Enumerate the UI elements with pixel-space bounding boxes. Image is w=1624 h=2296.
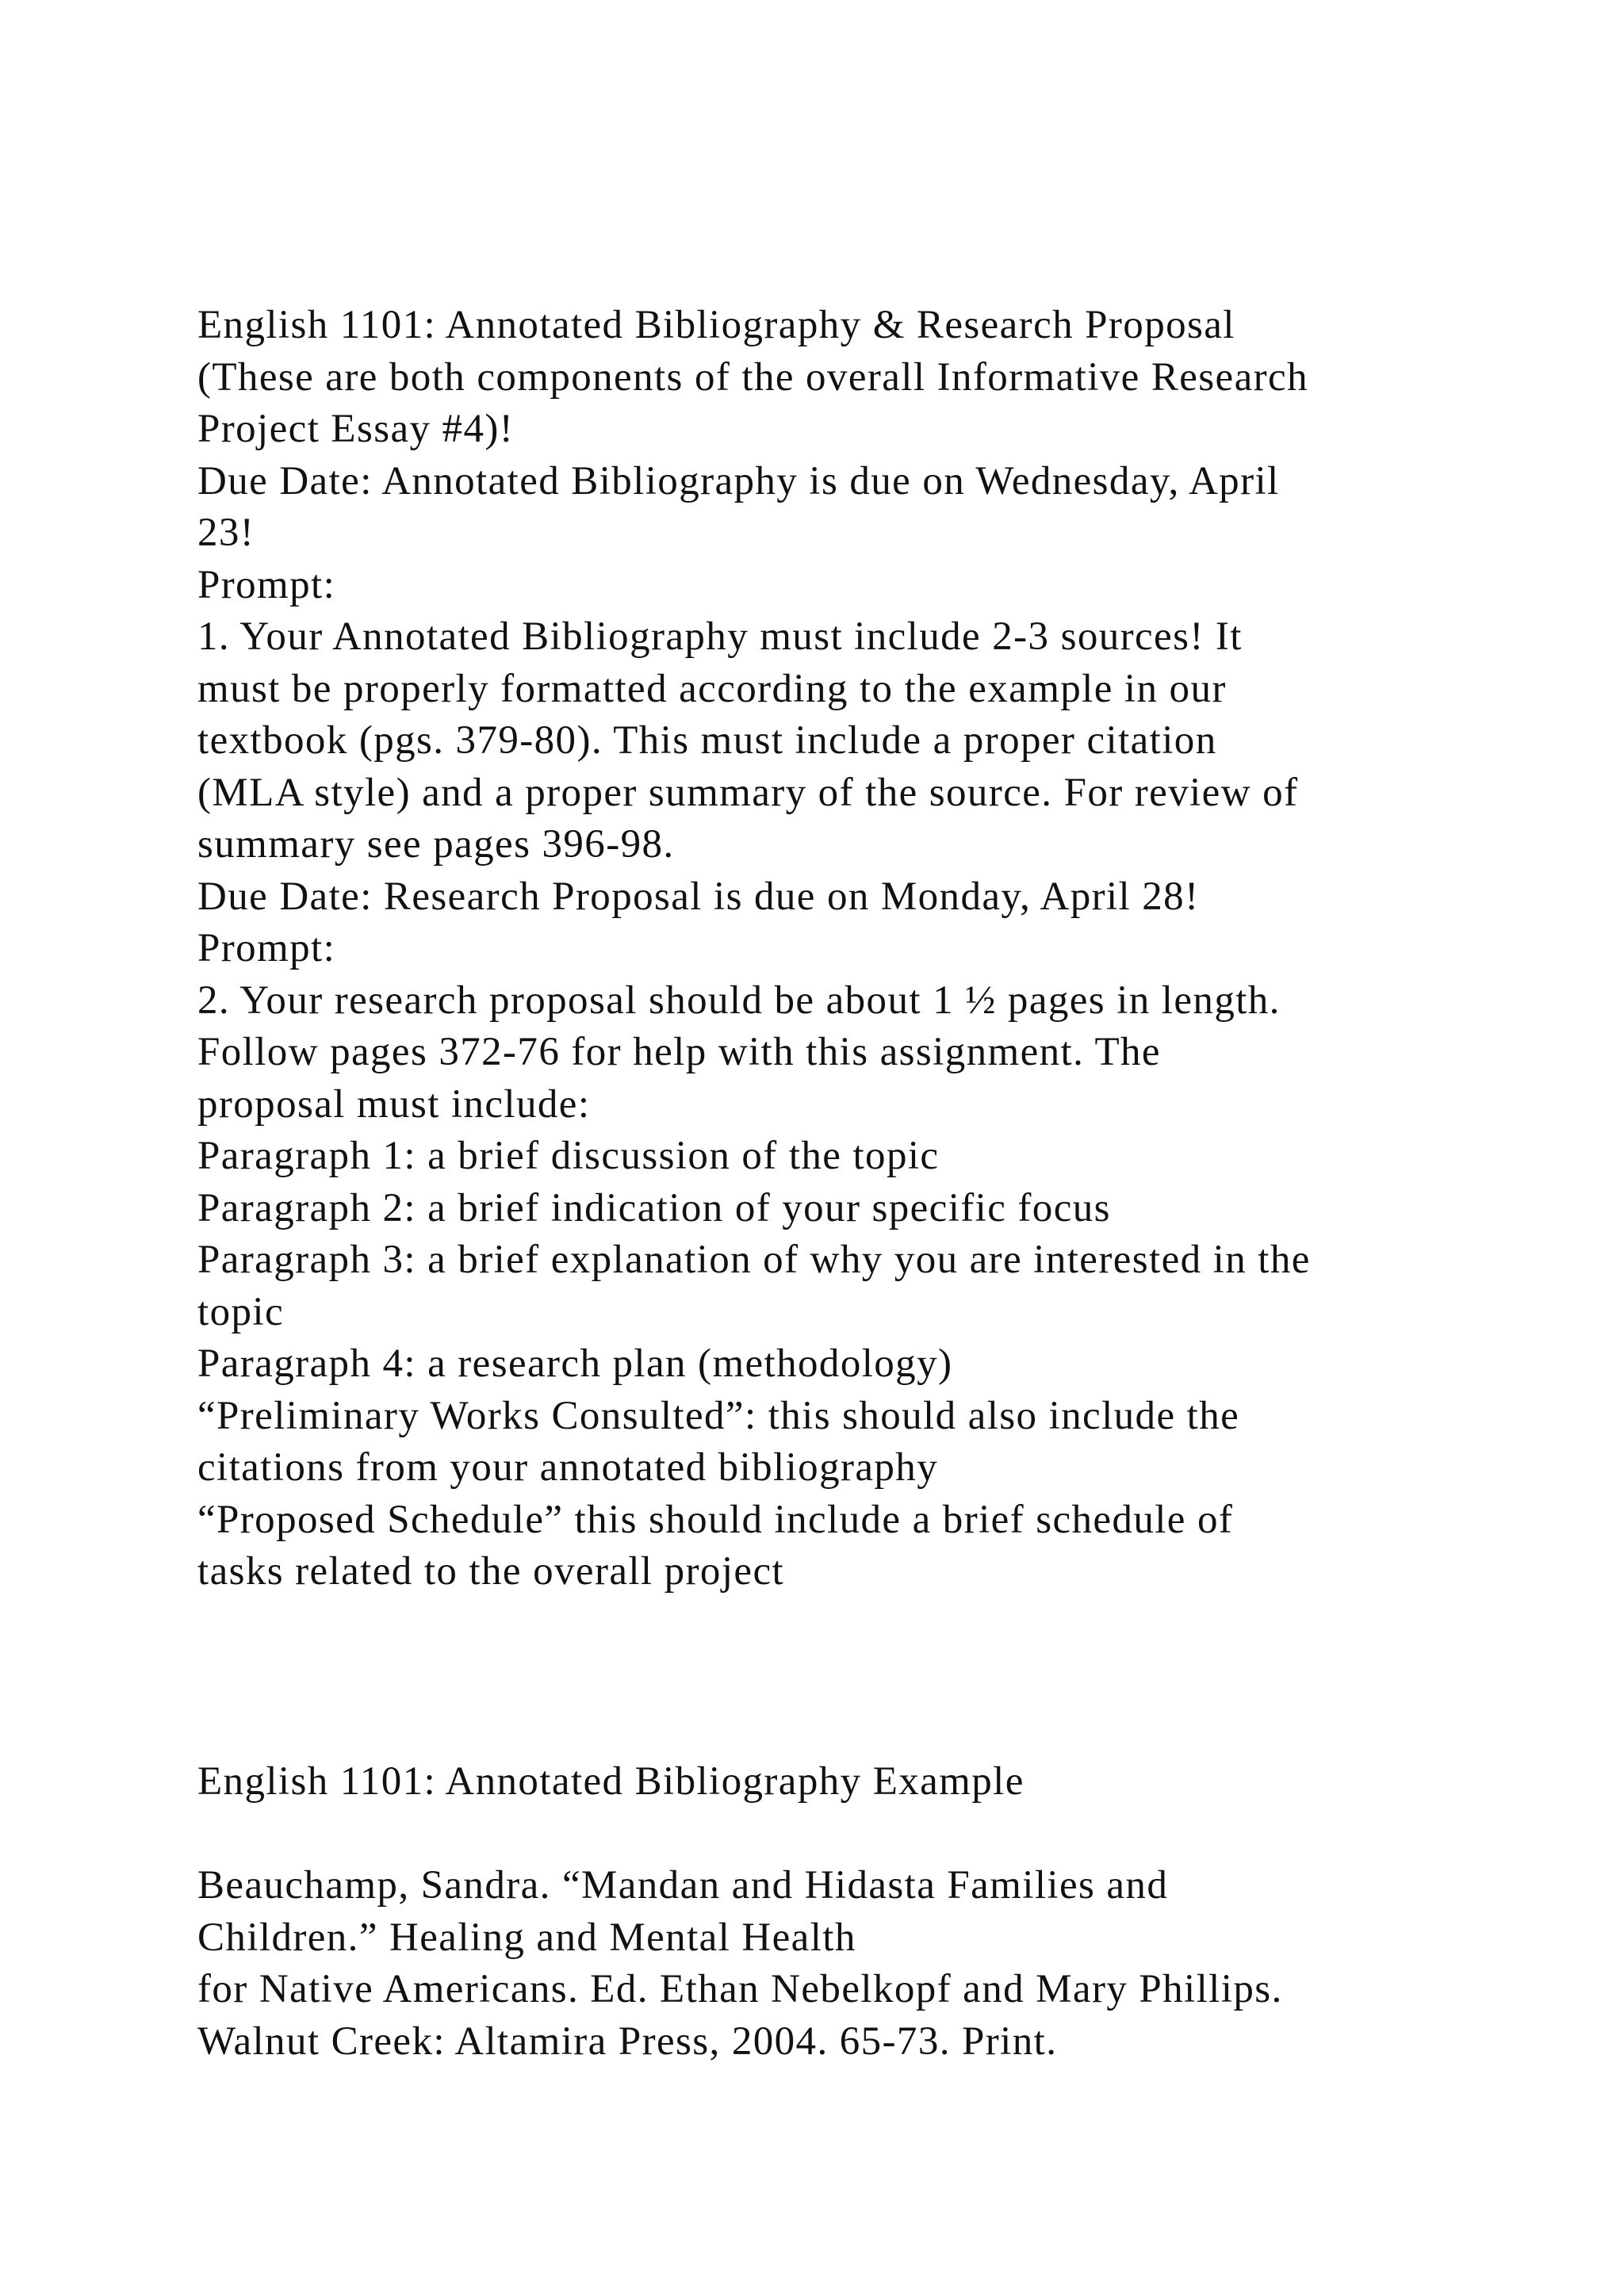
due-date-line: Due Date: Annotated Bibliography is due on Wednesday, April — [197, 458, 1280, 503]
citation-line: for Native Americans. Ed. Ethan Nebelkopf and Mary Phillips. — [197, 1967, 1283, 2011]
due-date-line: Due Date: Research Proposal is due on Monday, April 28! — [197, 874, 1200, 919]
citation-line: Children.” Healing and Mental Health — [197, 1915, 856, 1960]
prompt-label: Prompt: — [197, 926, 336, 970]
paragraph-requirement: Paragraph 2: a brief indication of your specific focus — [197, 1185, 1111, 1230]
text-line: topic — [197, 1289, 284, 1334]
text-line: (MLA style) and a proper summary of the source. For review of — [197, 770, 1299, 815]
text-line: (These are both components of the overall Informative Research — [197, 354, 1308, 400]
text-line: “Preliminary Works Consulted”: this should also include the — [197, 1393, 1240, 1438]
citation-line: Beauchamp, Sandra. “Mandan and Hidasta Families and — [197, 1863, 1169, 1908]
example-section — [197, 1756, 1545, 1808]
assignment-instructions — [197, 300, 1545, 1598]
text-line: 2. Your research proposal should be about 1 ½ pages in length. — [197, 978, 1281, 1023]
text-line: textbook (pgs. 379-80). This must include a proper citation — [197, 718, 1217, 763]
text-line: tasks related to the overall project — [197, 1549, 785, 1594]
text-line: “Proposed Schedule” this should include a brief schedule of — [197, 1497, 1234, 1542]
text-line: proposal must include: — [197, 1081, 591, 1127]
text-line: Follow pages 372-76 for help with this assignment. The — [197, 1030, 1161, 1074]
text-line: must be properly formatted according to the example in our — [197, 666, 1227, 711]
example-citation — [197, 1860, 1545, 2068]
text-line: 1. Your Annotated Bibliography must include 2-3 sources! It — [197, 614, 1243, 659]
paragraph-requirement: Paragraph 4: a research plan (methodology) — [197, 1341, 953, 1386]
text-line: 23! — [197, 511, 255, 555]
paragraph-requirement: Paragraph 1: a brief discussion of the topic — [197, 1134, 940, 1178]
assignment-title: English 1101: Annotated Bibliography & Research Proposal — [197, 303, 1235, 347]
citation-line: Walnut Creek: Altamira Press, 2004. 65-73. Print. — [197, 2019, 1058, 2064]
text-line: summary see pages 396-98. — [197, 822, 675, 867]
text-line: Project Essay #4)! — [197, 407, 515, 451]
paragraph-requirement: Paragraph 3: a brief explanation of why you are interested in the — [197, 1238, 1311, 1282]
example-heading: English 1101: Annotated Bibliography Example — [197, 1759, 1025, 1804]
prompt-label: Prompt: — [197, 562, 336, 607]
text-line: citations from your annotated bibliography — [197, 1445, 939, 1490]
